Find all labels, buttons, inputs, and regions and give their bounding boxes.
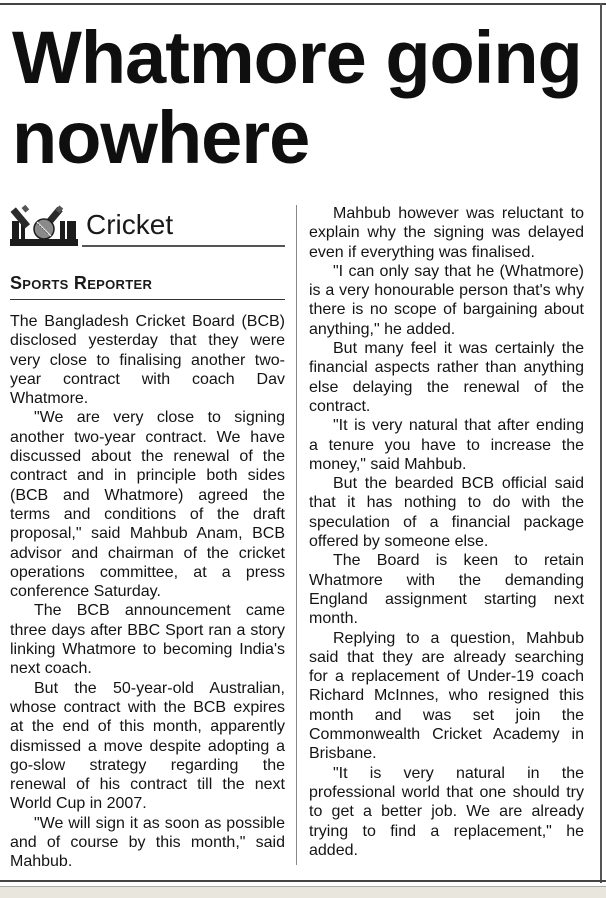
cricket-bat-ball-icon bbox=[10, 205, 80, 247]
bottom-border bbox=[0, 880, 606, 882]
article-column-right bbox=[309, 204, 584, 860]
paragraph: Replying to a question, Mahbub said that they are already searching for a replacement of Under-19 coach Richard McInnes, who resigned this month and was set join the Commonwealth Cricket Academy in Brisbane. bbox=[309, 629, 584, 763]
section-badge bbox=[10, 205, 285, 250]
paragraph: "We will sign it as soon as possible and of course by this month," said Mahbub. bbox=[10, 814, 285, 871]
top-border bbox=[0, 3, 606, 5]
paragraph: The Bangladesh Cricket Board (BCB) disclosed yesterday that they were very close to finalising another two-year contract with coach Dav Whatmore. bbox=[10, 313, 285, 408]
paragraph: "It is very natural that after ending a tenure you have to increase the money," said Mahbub. bbox=[309, 417, 584, 473]
headline: Whatmore going nowhere bbox=[12, 16, 582, 179]
adjacent-article-edge bbox=[0, 886, 606, 898]
byline: Sports Reporter bbox=[10, 273, 153, 293]
paragraph: The Board is keen to retain Whatmore with the demanding England assignment starting next month. bbox=[309, 552, 584, 628]
column-divider bbox=[296, 205, 297, 865]
byline-divider bbox=[10, 299, 285, 300]
paragraph: But the bearded BCB official said that it has nothing to do with the speculation of a financial package offered by someone else. bbox=[309, 475, 584, 551]
paragraph: The BCB announcement came three days after BBC Sport ran a story linking Whatmore to becoming India's next coach. bbox=[10, 602, 285, 678]
section-name: Cricket bbox=[86, 209, 174, 240]
article-column-left bbox=[10, 312, 285, 872]
paragraph: "We are very close to signing another two-year contract. We have discussed about the renewal of the contract and in principle both sides (BCB and Whatmore) agreed the terms and conditions of the draft proposal," said Mahbub Anam, BCB advisor and chairman of the cricket operations committee, at a press conference Saturday. bbox=[10, 409, 285, 601]
paragraph: "It is very natural in the professional world that one should try to get a better job. We are already trying to find a replacement," he added. bbox=[309, 764, 584, 859]
section-divider bbox=[82, 245, 285, 247]
paragraph: Mahbub however was reluctant to explain why the signing was delayed even if everything was finalised. bbox=[309, 205, 584, 261]
paragraph: But many feel it was certainly the financial aspects rather than anything else delaying the renewal of the contract. bbox=[309, 340, 584, 415]
paragraph: But the 50-year-old Australian, whose contract with the BCB expires at the end of this month, apparently dismissed a move despite adopting a go-slow strategy regarding the renewal of his contract till the next World Cup in 2007. bbox=[10, 679, 285, 813]
paragraph: "I can only say that he (Whatmore) is a very honourable person that's why there is no scope of bargaining about anything," he added. bbox=[309, 262, 584, 338]
